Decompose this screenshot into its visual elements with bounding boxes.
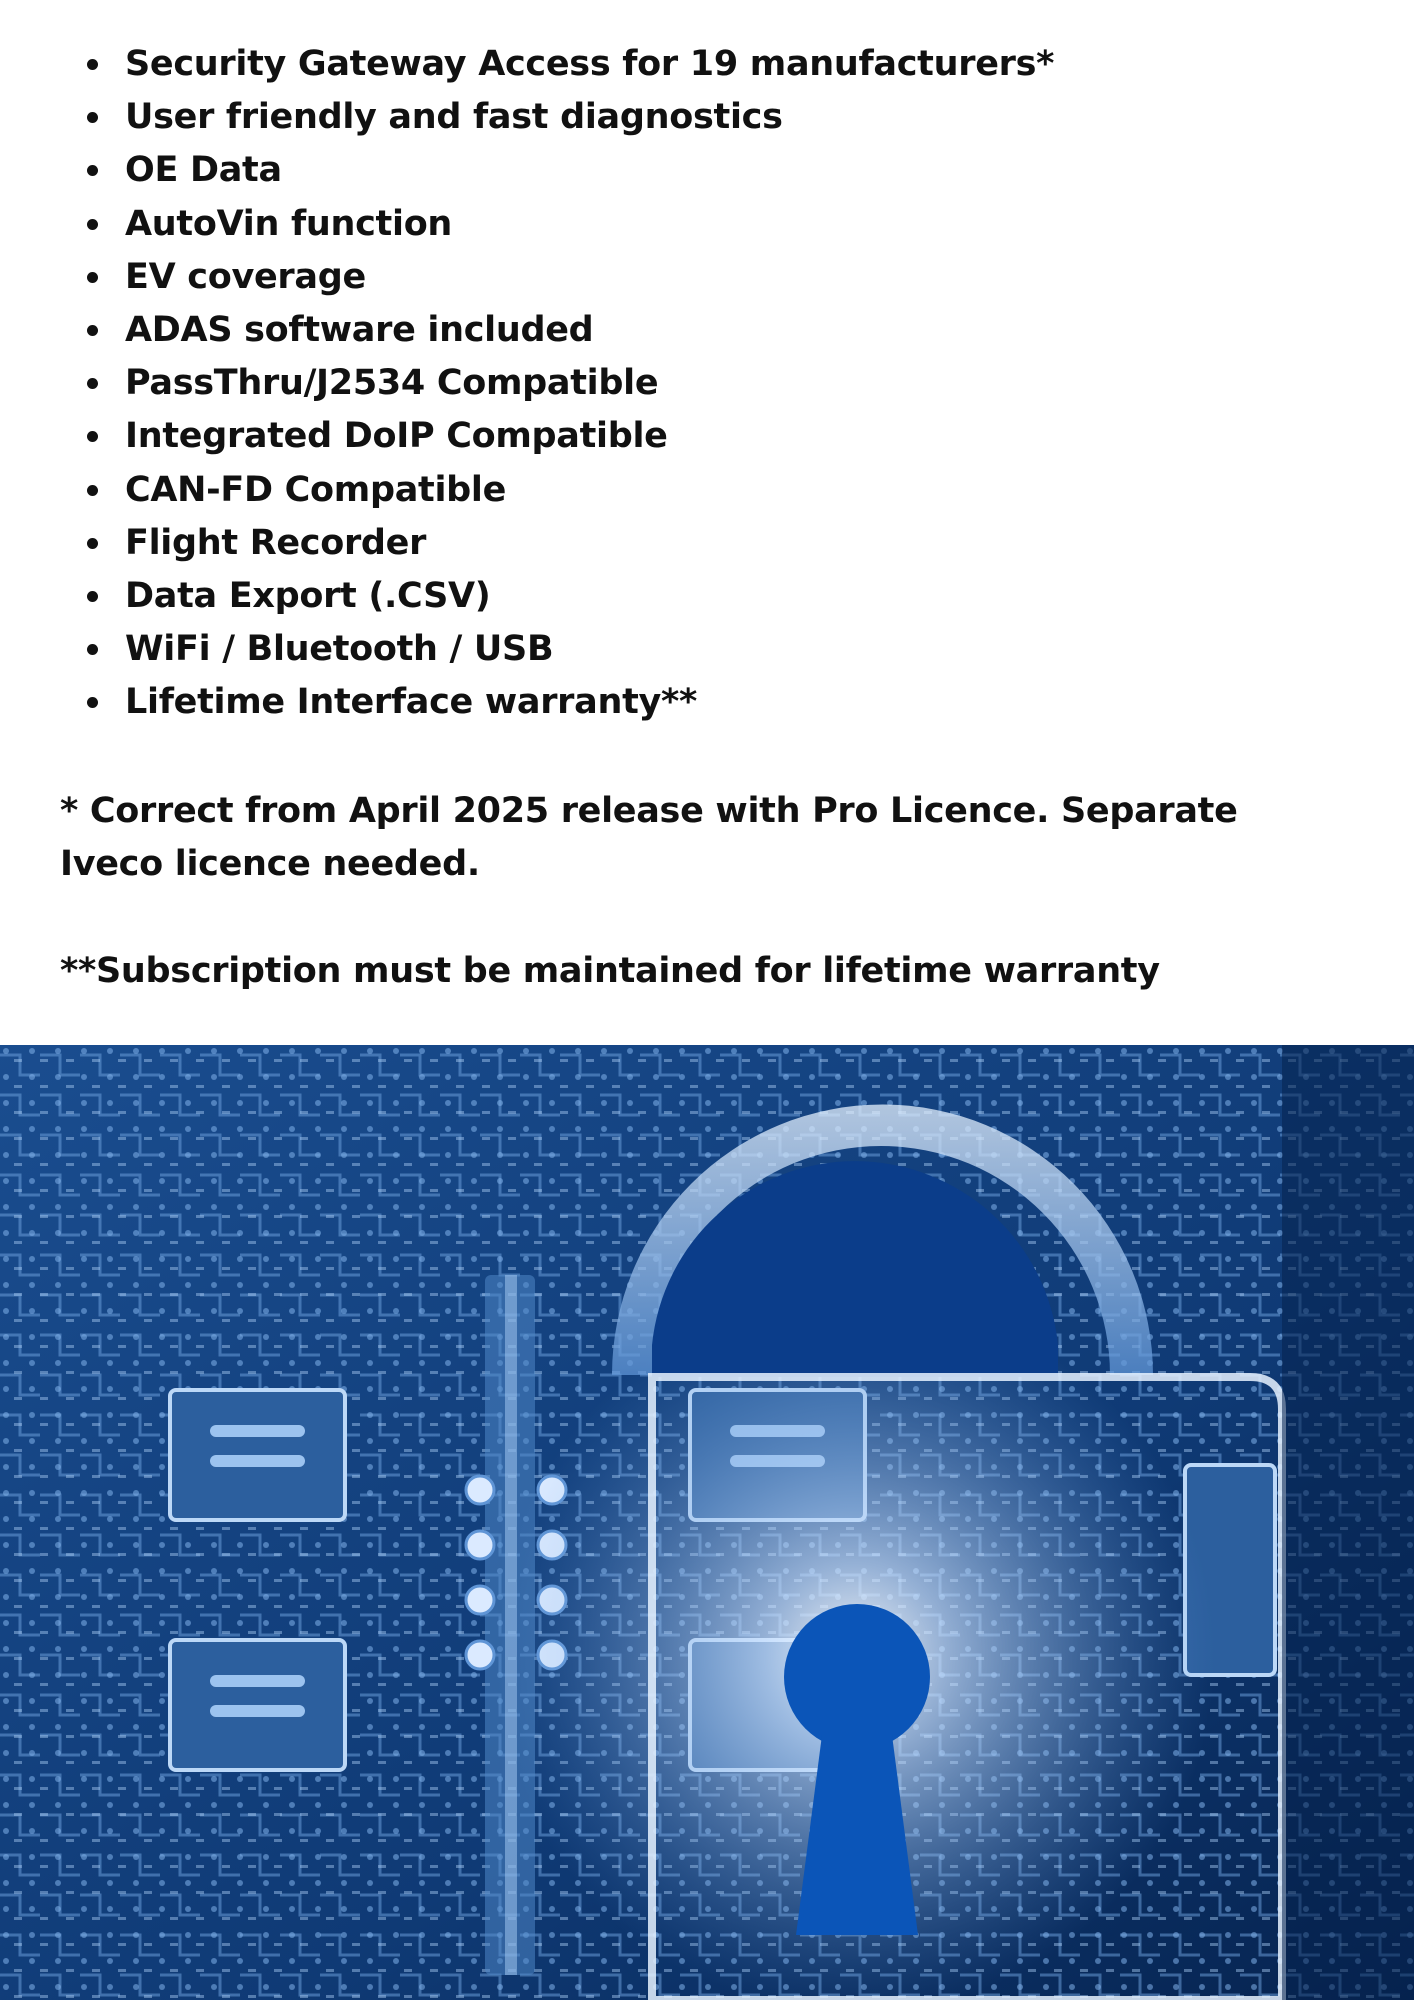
circuit-padlock-image — [0, 1045, 1414, 2000]
footnote-licence: * Correct from April 2025 release with Pro Licence. Separate Iveco licence needed. — [60, 791, 1238, 884]
feature-item: Security Gateway Access for 19 manufacturers* — [125, 38, 1054, 91]
feature-item: User friendly and fast diagnostics — [125, 91, 1054, 144]
padlock-keyhole-icon — [0, 1045, 1414, 2000]
feature-item: PassThru/J2534 Compatible — [125, 357, 1054, 410]
feature-list — [60, 38, 1054, 730]
feature-item: Integrated DoIP Compatible — [125, 410, 1054, 463]
feature-item: Lifetime Interface warranty** — [125, 676, 1054, 729]
footnote-warranty: **Subscription must be maintained for lifetime warranty — [60, 951, 1160, 991]
feature-item: WiFi / Bluetooth / USB — [125, 623, 1054, 676]
feature-item: OE Data — [125, 144, 1054, 197]
feature-item: EV coverage — [125, 251, 1054, 304]
feature-item: CAN-FD Compatible — [125, 464, 1054, 517]
feature-item: AutoVin function — [125, 198, 1054, 251]
feature-item: Flight Recorder — [125, 517, 1054, 570]
feature-item: Data Export (.CSV) — [125, 570, 1054, 623]
feature-item: ADAS software included — [125, 304, 1054, 357]
